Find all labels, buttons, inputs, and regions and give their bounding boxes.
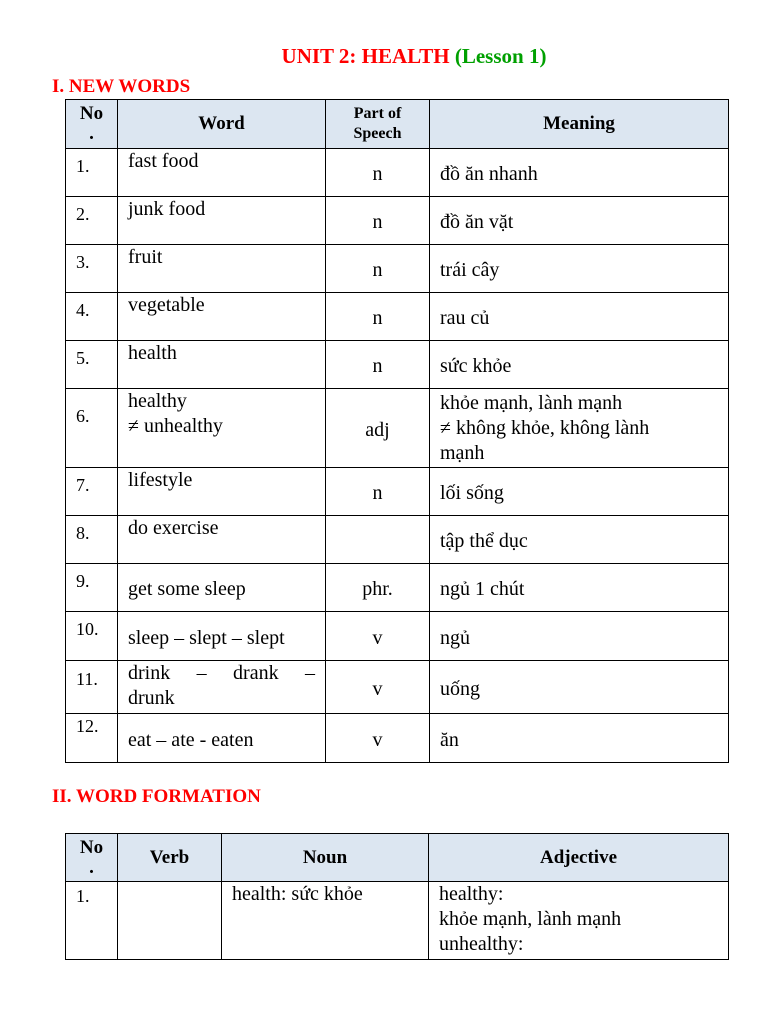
header-noun: Noun — [222, 834, 429, 882]
row-number: 1. — [66, 882, 118, 960]
header-no: No . — [66, 834, 118, 882]
row-meaning: đồ ăn vặt — [430, 197, 729, 245]
row-number: 4. — [66, 293, 118, 341]
row-meaning: uống — [430, 661, 729, 714]
header-adjective: Adjective — [429, 834, 729, 882]
table-row — [66, 389, 729, 468]
row-part-of-speech: v — [326, 661, 430, 714]
row-meaning: trái cây — [430, 245, 729, 293]
row-word: fast food — [118, 149, 326, 197]
row-word: get some sleep — [118, 564, 326, 612]
header-meaning: Meaning — [430, 100, 729, 149]
header-verb: Verb — [118, 834, 222, 882]
row-meaning: tập thể dục — [430, 516, 729, 564]
row-part-of-speech: n — [326, 468, 430, 516]
row-word: eat – ate - eaten — [118, 714, 326, 763]
row-word: health — [118, 341, 326, 389]
row-number: 3. — [66, 245, 118, 293]
table-row — [66, 293, 729, 341]
row-word: do exercise — [118, 516, 326, 564]
table-row — [66, 245, 729, 293]
row-part-of-speech: n — [326, 149, 430, 197]
row-meaning: ăn — [430, 714, 729, 763]
row-part-of-speech — [326, 516, 430, 564]
table-row — [66, 516, 729, 564]
row-part-of-speech: adj — [326, 389, 430, 468]
row-number: 6. — [66, 389, 118, 468]
row-number: 12. — [66, 714, 118, 763]
row-word: vegetable — [118, 293, 326, 341]
header-part-of-speech: Part of Speech — [326, 100, 430, 149]
table-row — [66, 149, 729, 197]
table-row — [66, 468, 729, 516]
row-number: 1. — [66, 149, 118, 197]
row-number: 5. — [66, 341, 118, 389]
table-row — [66, 882, 729, 960]
row-word: drink – drank – drunk — [118, 661, 326, 714]
unit-title: UNIT 2: HEALTH — [281, 44, 450, 68]
table-row — [66, 341, 729, 389]
row-part-of-speech: n — [326, 197, 430, 245]
row-meaning: rau củ — [430, 293, 729, 341]
row-meaning: đồ ăn nhanh — [430, 149, 729, 197]
table-row — [66, 197, 729, 245]
row-noun: health: sức khỏe — [222, 882, 429, 960]
table-row — [66, 564, 729, 612]
table-row — [66, 612, 729, 661]
word-formation-table — [65, 833, 729, 960]
row-meaning: ngủ — [430, 612, 729, 661]
row-number: 11. — [66, 661, 118, 714]
header-no: No . — [66, 100, 118, 149]
row-word: healthy ≠ unhealthy — [118, 389, 326, 468]
section-new-words-heading: I. NEW WORDS — [52, 76, 191, 97]
row-part-of-speech: n — [326, 245, 430, 293]
row-number: 8. — [66, 516, 118, 564]
row-meaning: khỏe mạnh, lành mạnh ≠ không khỏe, không lành mạnh — [430, 389, 729, 468]
row-word: lifestyle — [118, 468, 326, 516]
row-meaning: lối sống — [430, 468, 729, 516]
row-meaning: ngủ 1 chút — [430, 564, 729, 612]
row-part-of-speech: n — [326, 341, 430, 389]
row-part-of-speech: v — [326, 714, 430, 763]
row-adjective: healthy: khỏe mạnh, lành mạnh unhealthy: — [429, 882, 729, 960]
row-number: 7. — [66, 468, 118, 516]
row-verb — [118, 882, 222, 960]
row-number: 9. — [66, 564, 118, 612]
new-words-table — [65, 99, 729, 763]
table-row — [66, 714, 729, 763]
row-number: 10. — [66, 612, 118, 661]
section-word-formation-heading: II. WORD FORMATION — [52, 786, 261, 807]
page-title — [0, 44, 768, 69]
table-row — [66, 661, 729, 714]
row-part-of-speech: n — [326, 293, 430, 341]
row-word: fruit — [118, 245, 326, 293]
table-header-row — [66, 100, 729, 149]
table-header-row — [66, 834, 729, 882]
row-part-of-speech: v — [326, 612, 430, 661]
row-number: 2. — [66, 197, 118, 245]
lesson-label: (Lesson 1) — [454, 44, 547, 68]
row-word: sleep – slept – slept — [118, 612, 326, 661]
row-word: junk food — [118, 197, 326, 245]
header-word: Word — [118, 100, 326, 149]
row-meaning: sức khỏe — [430, 341, 729, 389]
row-part-of-speech: phr. — [326, 564, 430, 612]
